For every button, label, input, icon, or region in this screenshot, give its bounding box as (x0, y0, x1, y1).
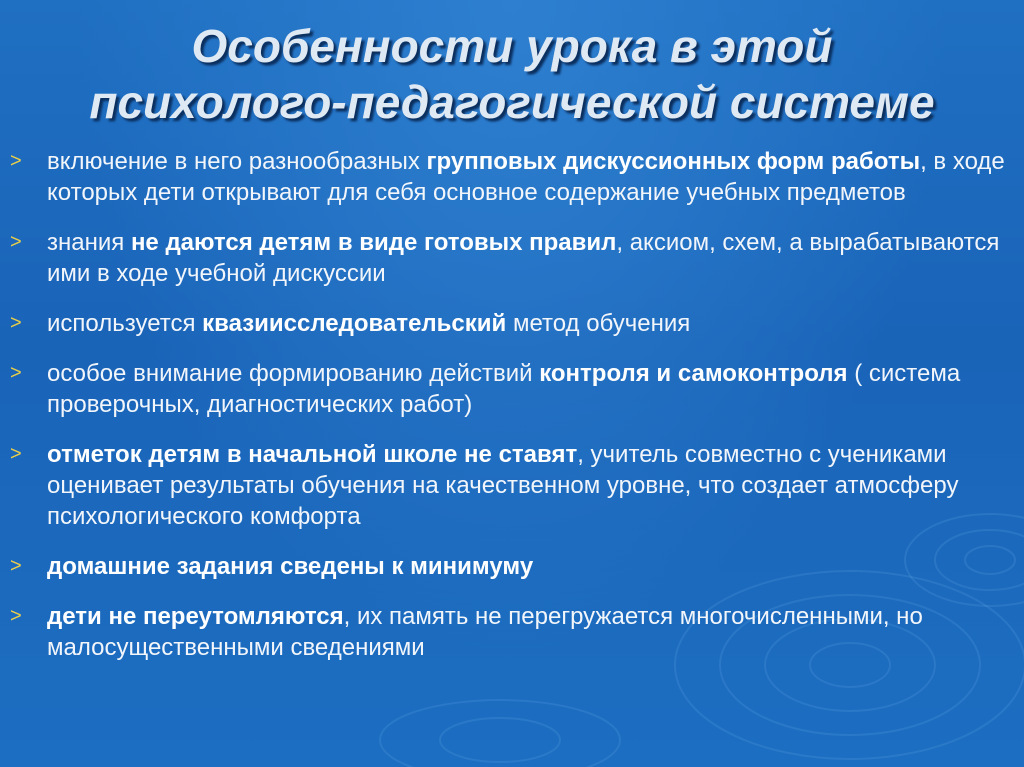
bullet-text: , в ходе которых дети открывают для себя основное содержание учебных предметов (47, 148, 1005, 206)
bullet-text: включение в него разнообразных (47, 148, 427, 175)
arrow-bullet-icon: > (10, 605, 22, 627)
bullet-item (10, 146, 1015, 208)
bullet-list (10, 146, 1015, 682)
arrow-bullet-icon: > (10, 150, 22, 172)
title-line-1: Особенности урока в этой (191, 20, 833, 72)
bullet-item (10, 601, 1015, 663)
bullet-emphasis: квазиисследовательский (202, 310, 507, 337)
bullet-emphasis: не даются детям в виде готовых правил (130, 229, 617, 256)
bullet-text: особое внимание формированию действий (47, 360, 540, 387)
bullet-item (10, 227, 1015, 289)
bullet-text: метод обучения (506, 310, 691, 337)
arrow-bullet-icon: > (10, 231, 22, 253)
title-line-2: психолого-педагогической системе (89, 76, 935, 128)
bullet-text: ( система проверочных, диагностических работ) (47, 360, 961, 418)
bullet-text: знания (47, 229, 131, 256)
bullet-text: , аксиом, схем, а вырабатываются ими в ходе учебной дискуссии (47, 229, 1000, 287)
bullet-emphasis: дети не переутомляются (47, 603, 344, 630)
bullet-item (10, 308, 1015, 339)
arrow-bullet-icon: > (10, 443, 22, 465)
arrow-bullet-icon: > (10, 312, 22, 334)
page-title (0, 18, 1024, 130)
bullet-emphasis: домашние задания сведены к минимуму (47, 553, 534, 580)
arrow-bullet-icon: > (10, 362, 22, 384)
bullet-emphasis: отметок детям в начальной школе не ставят (47, 441, 578, 468)
bullet-text: , учитель совместно с учениками оценивает результаты обучения на качественном уровне, что создает атмосферу психологического комфорта (47, 441, 959, 530)
bullet-item (10, 358, 1015, 420)
arrow-bullet-icon: > (10, 555, 22, 577)
bullet-item (10, 439, 1015, 532)
bullet-emphasis: групповых дискуссионных форм работы (426, 148, 921, 175)
bullet-item (10, 551, 1015, 582)
bullet-text: , их память не перегружается многочисленными, но малосущественными сведениями (47, 603, 923, 661)
bullet-text: используется (47, 310, 203, 337)
bullet-emphasis: контроля и самоконтроля (539, 360, 848, 387)
